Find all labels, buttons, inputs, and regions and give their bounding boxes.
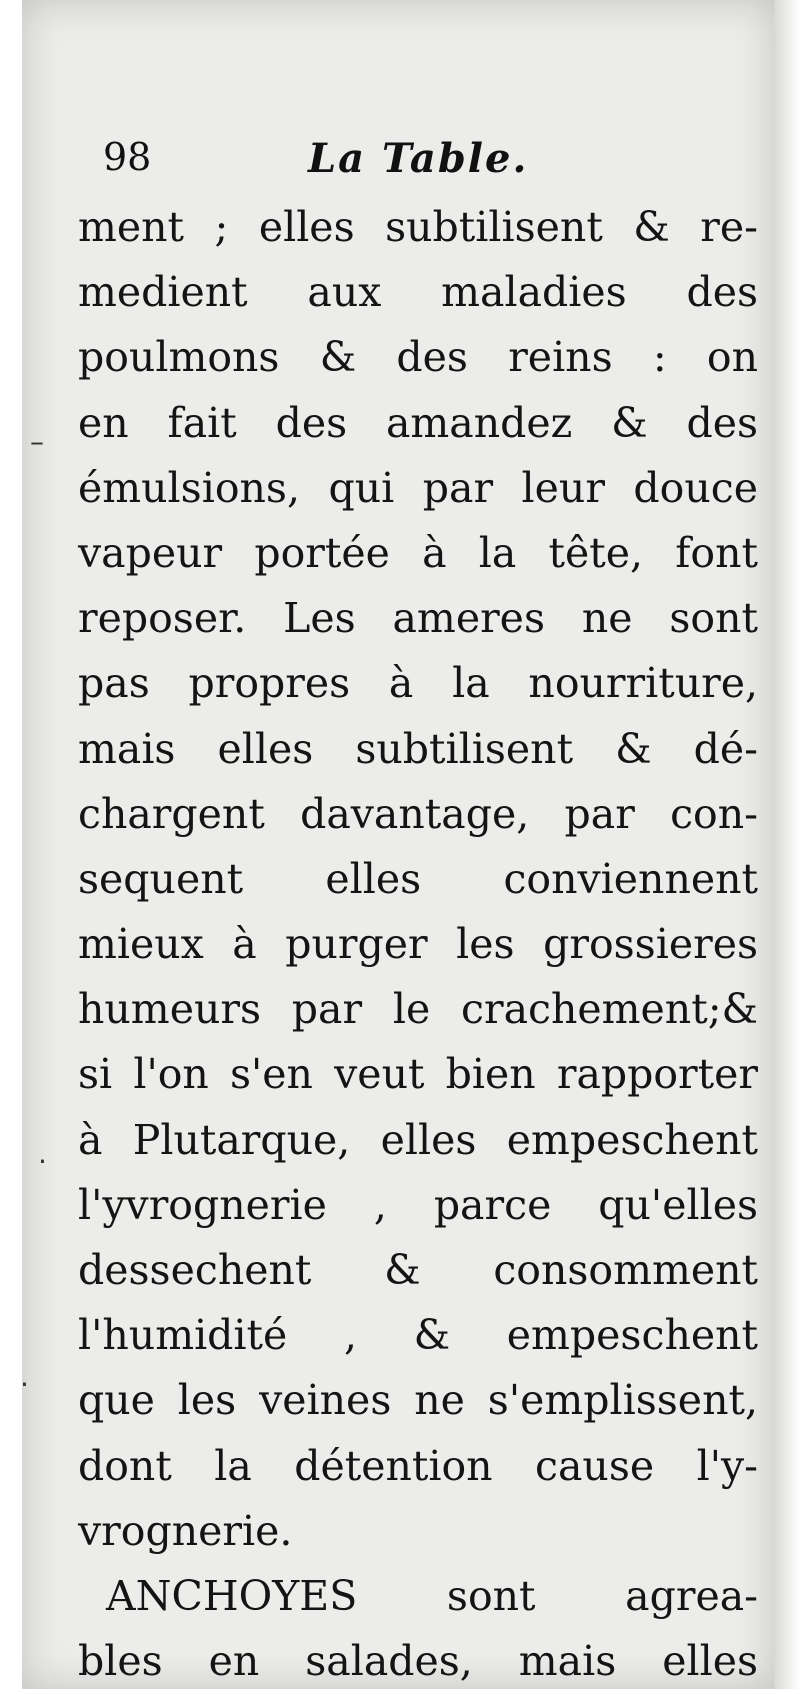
body-text bbox=[78, 195, 758, 1694]
text-line: vrognerie. bbox=[78, 1506, 293, 1555]
text-line: reposer. Les ameres ne sont bbox=[78, 594, 758, 643]
text-line: bles en salades, mais elles bbox=[78, 1637, 758, 1686]
running-head: La Table. bbox=[308, 135, 529, 182]
text-line: ANCHOYES sont agrea- bbox=[106, 1571, 758, 1620]
text-line: vapeur portée à la tête, font bbox=[78, 528, 758, 577]
text-line: à Plutarque, elles empeschent bbox=[78, 1115, 758, 1164]
text-line: dessechent & consomment bbox=[78, 1246, 758, 1294]
text-line: en fait des amandez & des bbox=[78, 398, 758, 447]
text-line: chargent davantage, par con- bbox=[78, 789, 758, 838]
text-line: humeurs par le crachement;& bbox=[78, 985, 758, 1034]
page-number: 98 bbox=[103, 135, 152, 179]
text-line: ment ; elles subtilisent & re- bbox=[78, 203, 758, 251]
text-line: l'yvrognerie , parce qu'elles bbox=[78, 1180, 758, 1229]
margin-mark: . bbox=[20, 1360, 29, 1393]
margin-mark: – bbox=[30, 425, 44, 458]
page-header bbox=[103, 135, 703, 185]
text-line: medient aux maladies des bbox=[78, 268, 758, 317]
text-line: sequent elles conviennent bbox=[78, 854, 758, 903]
text-line: que les veines ne s'emplissent, bbox=[78, 1376, 758, 1425]
text-line: l'humidité , & empeschent bbox=[78, 1311, 758, 1360]
text-line: mieux à purger les grossieres bbox=[78, 920, 758, 969]
margin-mark: · bbox=[38, 1145, 47, 1178]
page-edge bbox=[774, 0, 800, 1689]
text-line: pas propres à la nourriture, bbox=[78, 659, 758, 708]
text-line: émulsions, qui par leur douce bbox=[78, 463, 758, 512]
text-line: si l'on s'en veut bien rapporter bbox=[78, 1050, 758, 1099]
text-line: dont la détention cause l'y- bbox=[78, 1441, 758, 1490]
text-line: mais elles subtilisent & dé- bbox=[78, 724, 758, 773]
text-line: poulmons & des reins : on bbox=[78, 333, 758, 382]
